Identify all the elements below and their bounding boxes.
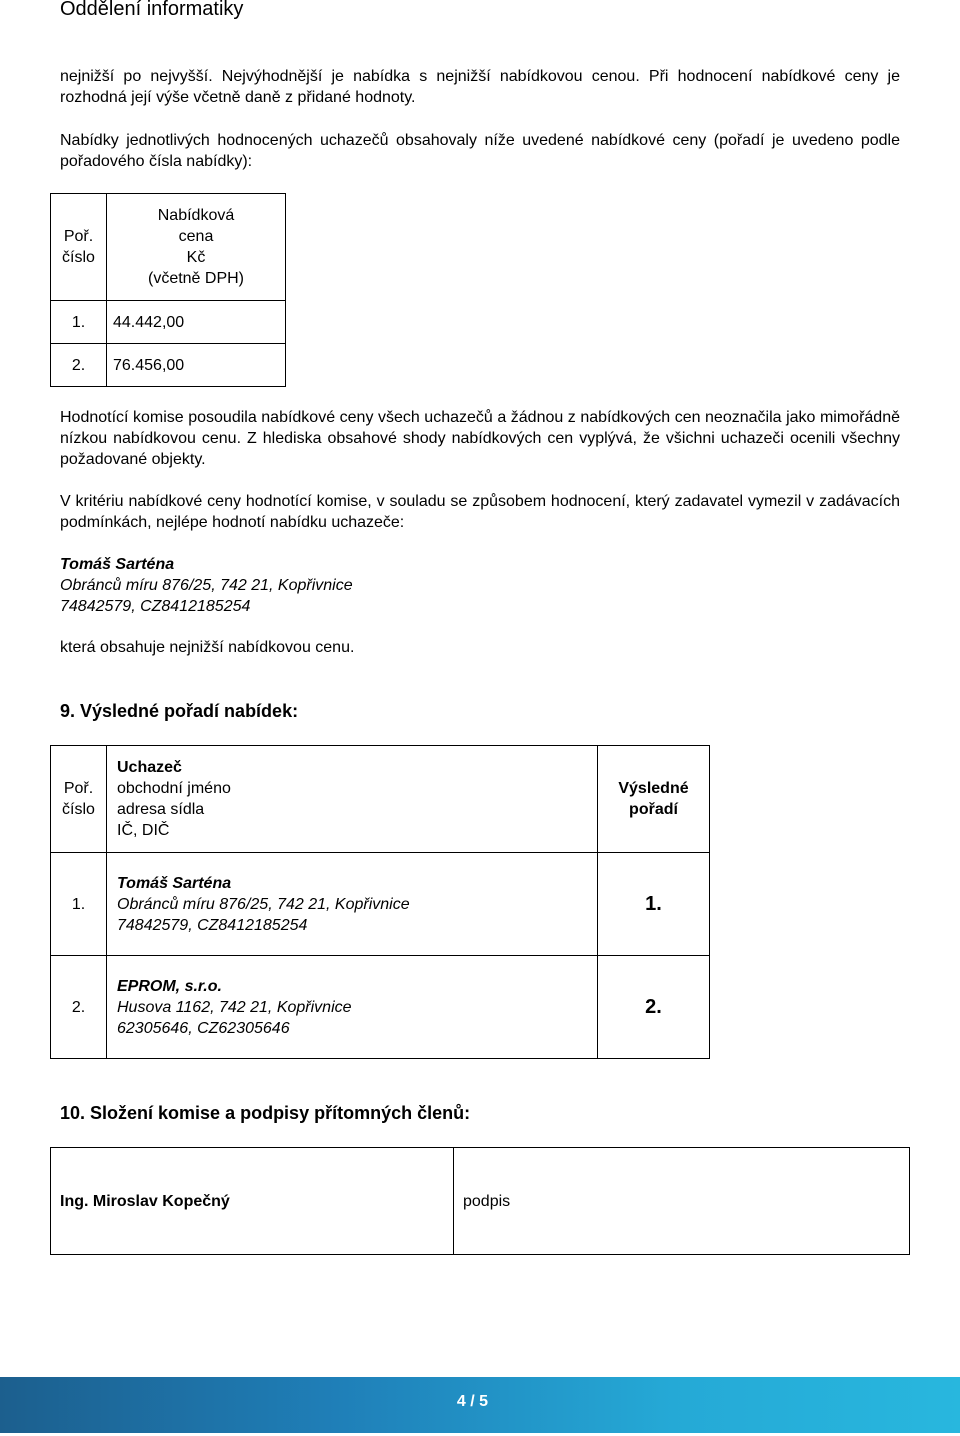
price-table-row	[51, 344, 286, 387]
final-rank: 2.	[598, 956, 710, 1059]
bidder-ids: 74842579, CZ8412185254	[117, 916, 308, 934]
signature-table	[50, 1147, 910, 1255]
order-table-header-row	[51, 746, 710, 853]
header-line: Poř.	[63, 228, 94, 245]
final-rank: 1.	[598, 853, 710, 956]
header-line: obchodní jméno	[117, 780, 231, 797]
commission-member-name: Ing. Miroslav Kopečný	[51, 1148, 454, 1255]
best-bidder-address: Obránců míru 876/25, 742 21, Kopřivnice	[60, 577, 353, 594]
price-table-header-price	[107, 194, 286, 301]
page-number: 4 / 5	[456, 1393, 489, 1410]
header-line: adresa sídla	[117, 801, 205, 818]
price-table-header-number	[51, 194, 107, 301]
header-line: Poř.	[63, 780, 94, 797]
order-table-header-rank	[598, 746, 710, 853]
bidder-name: Tomáš Sarténa	[117, 874, 232, 892]
order-table-row	[51, 956, 710, 1059]
signature-row	[51, 1148, 910, 1255]
order-number: 2.	[51, 956, 107, 1059]
header-line: IČ, DIČ	[117, 822, 170, 839]
order-table	[50, 745, 710, 1059]
price-table	[50, 193, 286, 387]
document-header-title: Oddělení informatiky	[60, 0, 244, 20]
bidder-name: EPROM, s.r.o.	[117, 977, 222, 995]
header-line: Uchazeč	[117, 759, 182, 776]
offer-price: 76.456,00	[107, 344, 286, 387]
offer-price: 44.442,00	[107, 301, 286, 344]
order-table-header-bidder	[107, 746, 598, 853]
header-line: (včetně DPH)	[147, 270, 245, 287]
bidder-address: Husova 1162, 742 21, Kopřivnice	[117, 998, 352, 1016]
header-line: pořadí	[629, 801, 678, 818]
best-bidder-block	[60, 554, 353, 617]
price-table-row	[51, 301, 286, 344]
paragraph-best-offer-intro: V kritériu nabídkové ceny hodnotící komise, v souladu se způsobem hodnocení, který zadavatel vymezil v zadávacích podmínkách, nejlépe hodnotí nabídku uchazeče:	[60, 493, 900, 531]
paragraph-lowest-price: která obsahuje nejnižší nabídkovou cenu.	[60, 639, 355, 656]
order-table-row	[51, 853, 710, 956]
paragraph-commission-assessment: Hodnotící komise posoudila nabídkové ceny všech uchazečů a žádnou z nabídkových cen neoznačila jako mimořádně nízkou nabídkovou cenu. Z hlediska obsahové shody nabídkových cen vyplývá, že všichni uchazeči ocenili všechny požadované objekty.	[60, 409, 900, 468]
order-table-header-number	[51, 746, 107, 853]
bidder-ids: 62305646, CZ62305646	[117, 1019, 290, 1037]
offer-number: 1.	[51, 301, 107, 344]
best-bidder-ids: 74842579, CZ8412185254	[60, 598, 251, 615]
header-line: cena	[178, 228, 214, 245]
header-line: číslo	[62, 801, 95, 818]
section-9-heading: 9. Výsledné pořadí nabídek:	[60, 701, 299, 721]
offer-number: 2.	[51, 344, 107, 387]
header-line: Nabídková	[157, 207, 235, 224]
signature-field: podpis	[454, 1148, 910, 1255]
section-10-heading: 10. Složení komise a podpisy přítomných členů:	[60, 1103, 471, 1123]
header-line: Kč	[186, 249, 206, 266]
paragraph-evaluation-rule: nejnižší po nejvyšší. Nejvýhodnější je nabídka s nejnižší nabídkovou cenou. Při hodnocení nabídkové ceny je rozhodná její výše včetně daně z přidané hodnoty.	[60, 68, 900, 106]
best-bidder-name: Tomáš Sarténa	[60, 556, 175, 573]
paragraph-offers-intro: Nabídky jednotlivých hodnocených uchazečů obsahovaly níže uvedené nabídkové ceny (pořadí je uvedeno podle pořadového čísla nabídky):	[60, 132, 900, 170]
header-line: Výsledné	[618, 780, 689, 797]
bidder-cell	[107, 853, 598, 956]
bidder-cell	[107, 956, 598, 1059]
order-number: 1.	[51, 853, 107, 956]
price-table-header-row	[51, 194, 286, 301]
bidder-address: Obránců míru 876/25, 742 21, Kopřivnice	[117, 895, 410, 913]
header-line: číslo	[62, 249, 95, 266]
